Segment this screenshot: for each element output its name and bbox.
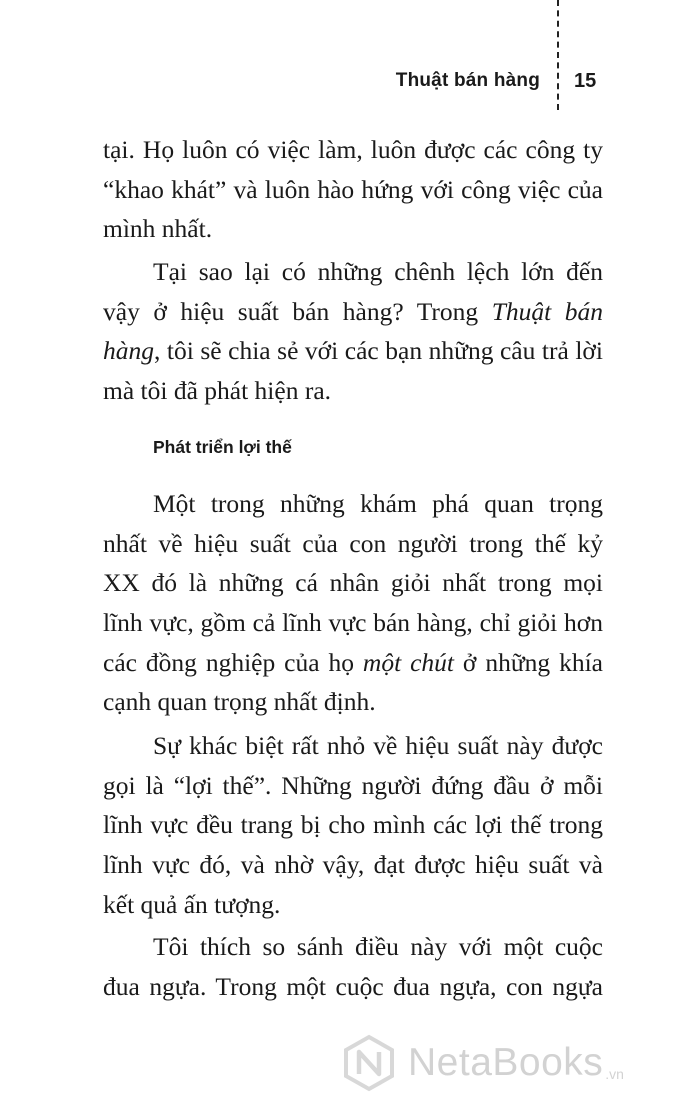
text-line: mà tôi đã phát hiện ra. — [103, 376, 332, 406]
running-title: Thuật bán hàng — [395, 70, 540, 91]
text-span: các đồng nghiệp của họ — [103, 647, 363, 677]
paragraph-1 — [103, 130, 603, 249]
paragraph-5 — [103, 927, 603, 1006]
margin-dashed-line — [557, 0, 559, 110]
book-title-italic: Thuật bán — [491, 296, 603, 326]
text-line: tại. Họ luôn có việc làm, luôn được các công ty — [103, 135, 603, 164]
text-line — [103, 331, 603, 371]
paragraph-2 — [103, 252, 603, 411]
text-line: nhất về hiệu suất của con người trong thế kỷ — [103, 528, 603, 558]
text-line: Tại sao lại có những chênh lệch lớn đến — [153, 257, 603, 286]
text-line: kết quả ấn tượng. — [103, 889, 281, 919]
text-line: lĩnh vực đó, và nhờ vậy, đạt được hiệu suất và — [103, 850, 603, 880]
text-line: lĩnh vực đều trang bị cho mình các lợi thế trong — [103, 810, 603, 840]
watermark-suffix: .vn — [605, 1066, 624, 1082]
text-line: lĩnh vực, gồm cả lĩnh vực bán hàng, chỉ giỏi hơn — [103, 608, 603, 638]
text-line: Sự khác biệt rất nhỏ về hiệu suất này được — [153, 731, 603, 760]
text-line: đua ngựa. Trong một cuộc đua ngựa, con ngựa — [103, 971, 603, 1001]
text-span: ở những khía — [454, 647, 603, 677]
paragraph-3 — [103, 484, 603, 722]
text-span: vậy ở hiệu suất bán hàng? Trong — [103, 296, 492, 326]
netabooks-logo-icon — [340, 1034, 398, 1092]
text-span: , tôi sẽ chia sẻ với các bạn những câu trả lời — [154, 336, 603, 366]
text-line — [103, 643, 603, 683]
emphasis-italic: một chút — [362, 647, 454, 677]
page-number: 15 — [574, 70, 597, 92]
text-line: gọi là “lợi thế”. Những người đứng đầu ở mỗi — [103, 770, 603, 800]
text-line: XX đó là những cá nhân giỏi nhất trong mọi — [103, 568, 603, 598]
text-line: “khao khát” và luôn hào hứng với công việc của — [103, 174, 603, 204]
text-line: cạnh quan trọng nhất định. — [103, 687, 376, 717]
book-title-italic: hàng — [103, 336, 154, 366]
text-line: mình nhất. — [103, 214, 213, 244]
watermark-brand: NetaBooks — [408, 1041, 604, 1084]
watermark — [340, 1028, 624, 1098]
text-line: Tôi thích so sánh điều này với một cuộc — [153, 932, 603, 961]
paragraph-4 — [103, 726, 603, 924]
section-heading: Phát triển lợi thế — [153, 437, 292, 457]
text-line — [103, 292, 603, 332]
text-line: Một trong những khám phá quan trọng — [153, 489, 603, 518]
